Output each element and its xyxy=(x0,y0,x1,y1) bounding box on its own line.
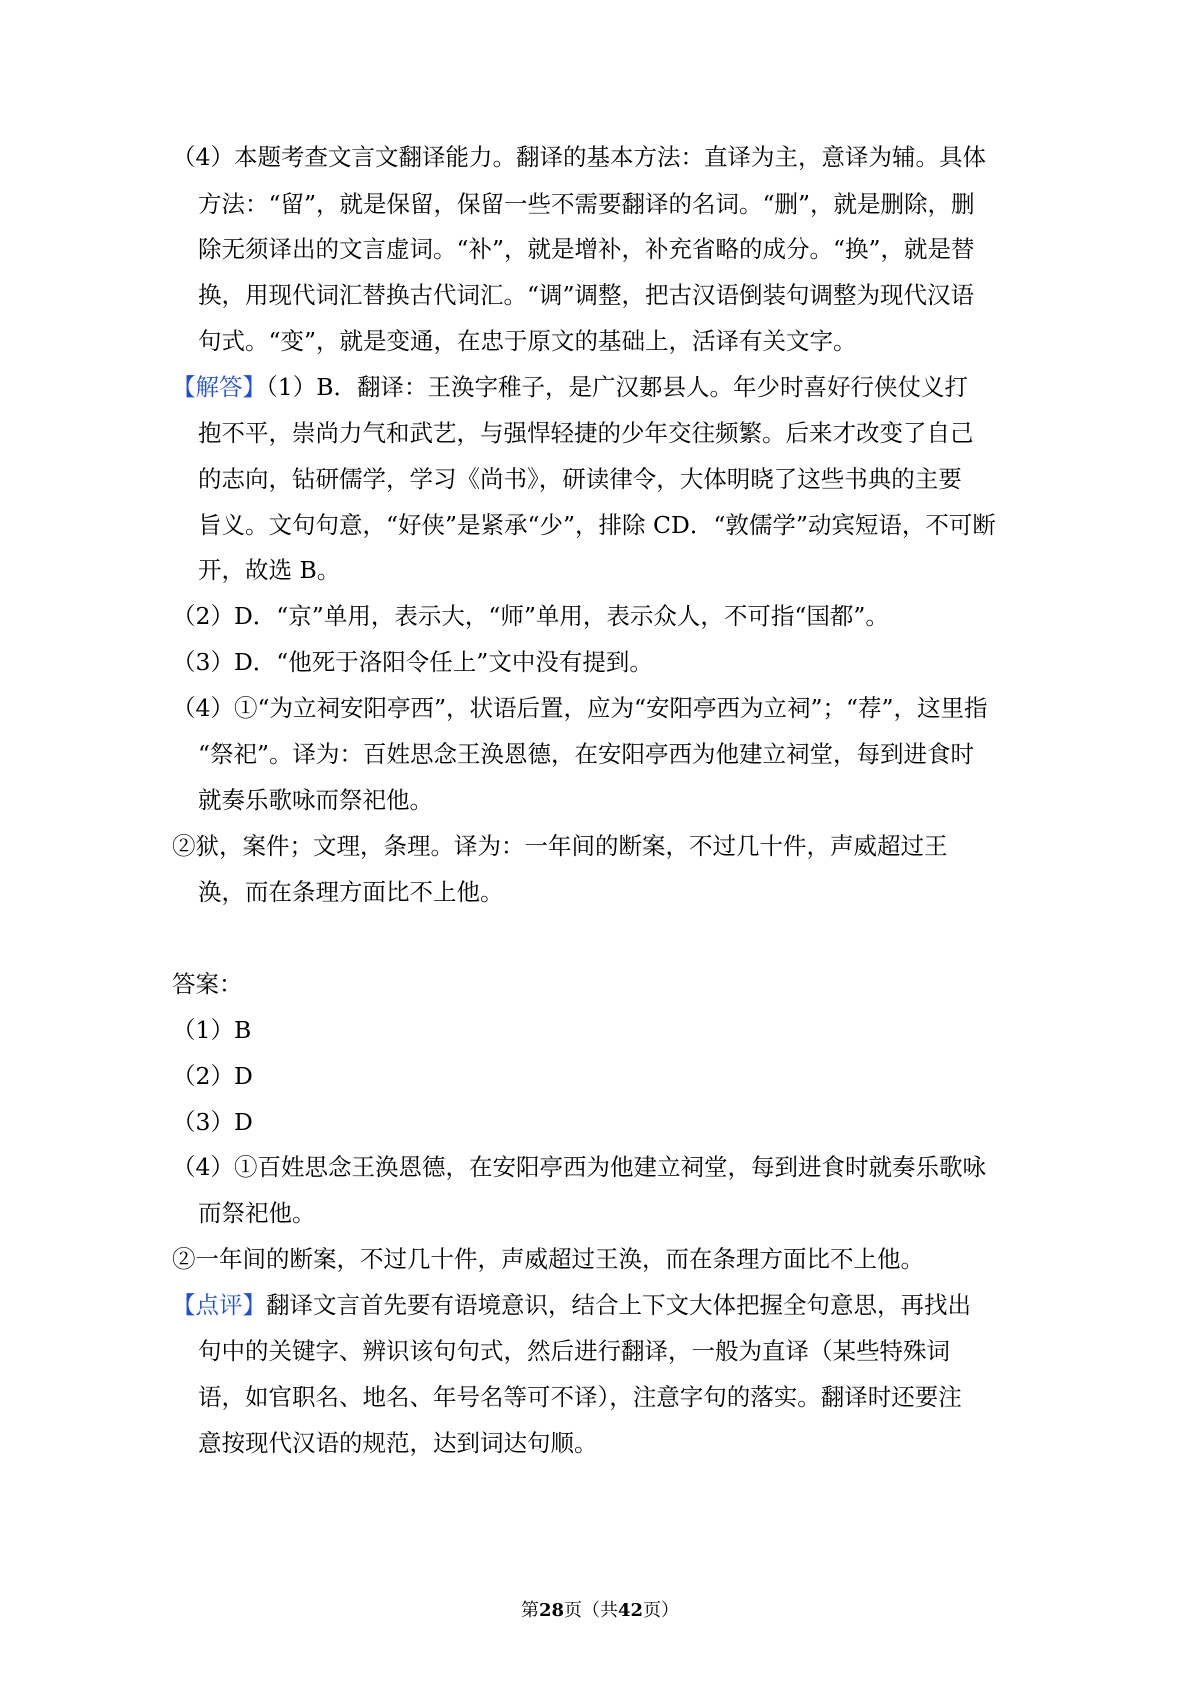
comment-line-1 xyxy=(0,1290,1200,1320)
solution-line-8: （4）①“为立祠安阳亭西”，状语后置，应为“安阳亭西为立祠”；“荐”，这里指 xyxy=(172,694,988,722)
answer-line-3: （3）D xyxy=(172,1108,253,1136)
comment-line-2: 句中的关键字、辨识该句句式，然后进行翻译，一般为直译（某些特殊词 xyxy=(198,1337,950,1365)
answers-heading: 答案： xyxy=(172,970,243,998)
solution-line-11: ②狱，案件；文理，条理。译为：一年间的断案，不过几十件，声威超过王 xyxy=(172,832,948,860)
solution-line-4: 旨义。文句句意，“好侠”是紧承“少”，排除 CD．“敦儒学”动宾短语，不可断 xyxy=(198,511,996,539)
comment-line-4: 意按现代汉语的规范，达到词达句顺。 xyxy=(198,1429,598,1457)
answer-line-5: 而祭祀他。 xyxy=(198,1199,316,1227)
footer-page-number: 28 xyxy=(538,1600,564,1621)
footer-middle: 页（共 xyxy=(564,1600,618,1621)
solution-line-7: （3）D．“他死于洛阳令任上”文中没有提到。 xyxy=(172,648,653,676)
analysis-4-line-1: （4）本题考查文言文翻译能力。翻译的基本方法：直译为主，意译为辅。具体 xyxy=(172,143,986,171)
comment-line-3: 语，如官职名、地名、年号名等可不译），注意字句的落实。翻译时还要注 xyxy=(198,1383,962,1411)
analysis-4-line-3: 除无须译出的文言虚词。“补”，就是增补，补充省略的成分。“换”，就是替 xyxy=(198,235,975,263)
footer-prefix: 第 xyxy=(520,1600,539,1621)
solution-tag: 【解答】 xyxy=(172,373,266,401)
footer-suffix: 页） xyxy=(643,1600,680,1621)
comment-tag: 【点评】 xyxy=(172,1291,266,1319)
analysis-4-line-4: 换，用现代词汇替换古代词汇。“调”调整，把古汉语倒装句调整为现代汉语 xyxy=(198,281,975,309)
page-footer xyxy=(0,1599,1200,1623)
solution-line-1 xyxy=(0,372,1200,402)
solution-line-12: 涣，而在条理方面比不上他。 xyxy=(198,878,504,906)
footer-total-pages: 42 xyxy=(618,1600,644,1621)
solution-line-3: 的志向，钻研儒学，学习《尚书》，研读律令，大体明晓了这些书典的主要 xyxy=(198,465,962,493)
answer-line-2: （2）D xyxy=(172,1062,253,1090)
solution-line-6: （2）D．“京”单用，表示大，“师”单用，表示众人，不可指“国都”。 xyxy=(172,602,889,630)
analysis-4-line-2: 方法：“留”，就是保留，保留一些不需要翻译的名词。“删”，就是删除，删 xyxy=(198,190,975,218)
answer-line-4: （4）①百姓思念王涣恩德，在安阳亭西为他建立祠堂，每到进食时就奏乐歌咏 xyxy=(172,1153,986,1181)
comment-text-1: 翻译文言首先要有语境意识，结合上下文大体把握全句意思，再找出 xyxy=(266,1291,971,1319)
solution-line-2: 抱不平，崇尚力气和武艺，与强悍轻捷的少年交往频繁。后来才改变了自己 xyxy=(198,419,974,447)
answer-line-6: ②一年间的断案，不过几十件，声威超过王涣，而在条理方面比不上他。 xyxy=(172,1245,924,1273)
solution-line-9: “祭祀”。译为：百姓思念王涣恩德，在安阳亭西为他建立祠堂，每到进食时 xyxy=(198,740,975,768)
answer-line-1: （1）B xyxy=(172,1016,252,1044)
solution-line-5: 开，故选 B。 xyxy=(198,556,341,584)
solution-text-1: （1）B．翻译：王涣字稚子，是广汉郪县人。年少时喜好行侠仗义打 xyxy=(266,373,968,401)
analysis-4-line-5: 句式。“变”，就是变通，在忠于原文的基础上，活译有关文字。 xyxy=(198,327,857,355)
solution-line-10: 就奏乐歌咏而祭祀他。 xyxy=(198,786,433,814)
